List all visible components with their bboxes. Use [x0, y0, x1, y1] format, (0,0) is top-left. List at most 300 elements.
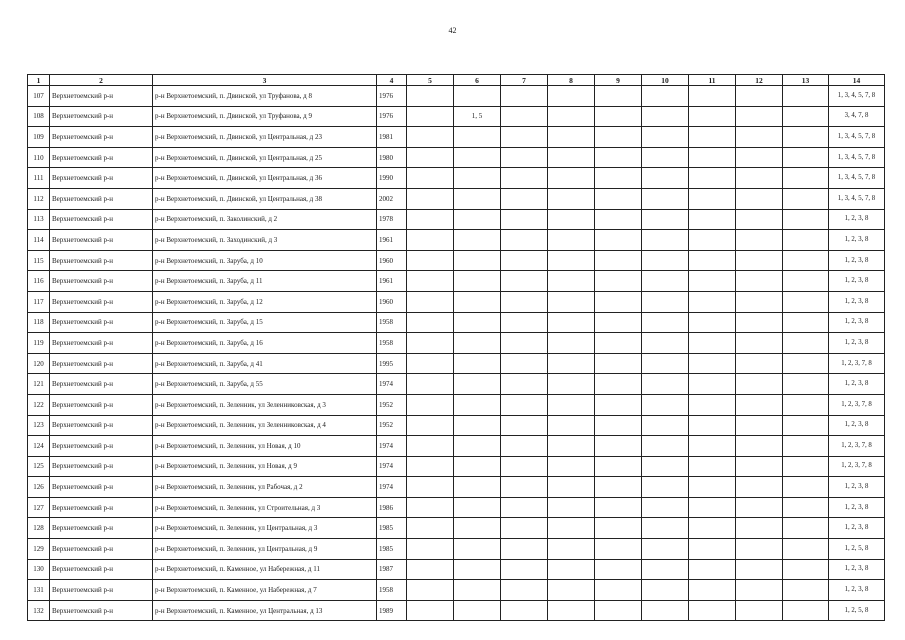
col14-cell: 1, 2, 3, 7, 8 [829, 394, 885, 415]
col14-cell: 1, 3, 4, 5, 7, 8 [829, 86, 885, 107]
col10-cell [642, 168, 689, 189]
address-cell: р-н Верхнетоемский, п. Заходинский, д 3 [153, 230, 377, 251]
district-cell: Верхнетоемский р-н [50, 394, 153, 415]
row-number: 123 [28, 415, 50, 436]
col6-cell [454, 477, 501, 498]
table-row [28, 353, 885, 374]
col13-cell [783, 518, 829, 539]
col10-cell [642, 415, 689, 436]
col8-cell [548, 147, 595, 168]
year-cell: 1974 [377, 477, 407, 498]
year-cell: 1986 [377, 497, 407, 518]
col12-cell [736, 394, 783, 415]
header-col-14: 14 [829, 75, 885, 86]
col5-cell [407, 580, 454, 601]
col8-cell [548, 518, 595, 539]
col13-cell [783, 271, 829, 292]
col9-cell [595, 188, 642, 209]
col12-cell [736, 539, 783, 560]
address-cell: р-н Верхнетоемский, п. Заруба, д 12 [153, 291, 377, 312]
col12-cell [736, 436, 783, 457]
col13-cell [783, 477, 829, 498]
col7-cell [501, 230, 548, 251]
table-row [28, 539, 885, 560]
col9-cell [595, 497, 642, 518]
col8-cell [548, 436, 595, 457]
address-cell: р-н Верхнетоемский, п. Заруба, д 10 [153, 250, 377, 271]
col14-cell: 1, 2, 3, 8 [829, 518, 885, 539]
page-number: 42 [448, 26, 457, 35]
col6-cell [454, 374, 501, 395]
row-number: 122 [28, 394, 50, 415]
col14-cell: 1, 2, 3, 8 [829, 559, 885, 580]
col13-cell [783, 497, 829, 518]
col13-cell [783, 230, 829, 251]
col14-cell: 1, 2, 3, 8 [829, 291, 885, 312]
row-number: 115 [28, 250, 50, 271]
table-row [28, 147, 885, 168]
district-cell: Верхнетоемский р-н [50, 230, 153, 251]
district-cell: Верхнетоемский р-н [50, 312, 153, 333]
col13-cell [783, 333, 829, 354]
col9-cell [595, 415, 642, 436]
col14-cell: 1, 3, 4, 5, 7, 8 [829, 168, 885, 189]
col8-cell [548, 127, 595, 148]
housing-registry-table [27, 74, 885, 621]
col10-cell [642, 312, 689, 333]
col10-cell [642, 147, 689, 168]
col7-cell [501, 271, 548, 292]
col10-cell [642, 559, 689, 580]
col14-cell: 1, 2, 3, 7, 8 [829, 353, 885, 374]
col6-cell [454, 436, 501, 457]
col6-cell: 1, 5 [454, 106, 501, 127]
col7-cell [501, 580, 548, 601]
year-cell: 1976 [377, 86, 407, 107]
col14-cell: 1, 2, 3, 8 [829, 312, 885, 333]
address-cell: р-н Верхнетоемский, п. Заруба, д 41 [153, 353, 377, 374]
header-row [28, 75, 885, 86]
col6-cell [454, 147, 501, 168]
col10-cell [642, 271, 689, 292]
district-cell: Верхнетоемский р-н [50, 497, 153, 518]
district-cell: Верхнетоемский р-н [50, 168, 153, 189]
col9-cell [595, 518, 642, 539]
col5-cell [407, 147, 454, 168]
col10-cell [642, 250, 689, 271]
col10-cell [642, 127, 689, 148]
col7-cell [501, 106, 548, 127]
col5-cell [407, 86, 454, 107]
col13-cell [783, 209, 829, 230]
header-col-4: 4 [377, 75, 407, 86]
row-number: 109 [28, 127, 50, 148]
col11-cell [689, 600, 736, 621]
col9-cell [595, 394, 642, 415]
col9-cell [595, 147, 642, 168]
col6-cell [454, 394, 501, 415]
table-row [28, 436, 885, 457]
col9-cell [595, 127, 642, 148]
col11-cell [689, 580, 736, 601]
col11-cell [689, 188, 736, 209]
col9-cell [595, 580, 642, 601]
col10-cell [642, 436, 689, 457]
col6-cell [454, 333, 501, 354]
col7-cell [501, 188, 548, 209]
col12-cell [736, 580, 783, 601]
col8-cell [548, 394, 595, 415]
header-col-11: 11 [689, 75, 736, 86]
col11-cell [689, 86, 736, 107]
col14-cell: 1, 2, 3, 8 [829, 374, 885, 395]
year-cell: 1990 [377, 168, 407, 189]
district-cell: Верхнетоемский р-н [50, 456, 153, 477]
col11-cell [689, 353, 736, 374]
col12-cell [736, 477, 783, 498]
col6-cell [454, 312, 501, 333]
district-cell: Верхнетоемский р-н [50, 559, 153, 580]
col7-cell [501, 374, 548, 395]
col11-cell [689, 168, 736, 189]
col12-cell [736, 559, 783, 580]
col10-cell [642, 230, 689, 251]
col8-cell [548, 86, 595, 107]
table-row [28, 477, 885, 498]
col7-cell [501, 415, 548, 436]
table-row [28, 230, 885, 251]
col10-cell [642, 353, 689, 374]
header-col-7: 7 [501, 75, 548, 86]
col14-cell: 1, 2, 3, 8 [829, 333, 885, 354]
table-row [28, 127, 885, 148]
col5-cell [407, 230, 454, 251]
col5-cell [407, 518, 454, 539]
col10-cell [642, 209, 689, 230]
year-cell: 1981 [377, 127, 407, 148]
col11-cell [689, 209, 736, 230]
table-row [28, 250, 885, 271]
year-cell: 1960 [377, 291, 407, 312]
col6-cell [454, 518, 501, 539]
col10-cell [642, 518, 689, 539]
address-cell: р-н Верхнетоемский, п. Зеленник, ул Центральная, д 9 [153, 539, 377, 560]
col9-cell [595, 539, 642, 560]
col13-cell [783, 559, 829, 580]
col14-cell: 1, 2, 3, 8 [829, 250, 885, 271]
address-cell: р-н Верхнетоемский, п. Зеленник, ул Новая, д 9 [153, 456, 377, 477]
col8-cell [548, 477, 595, 498]
col9-cell [595, 436, 642, 457]
table-row [28, 456, 885, 477]
col10-cell [642, 456, 689, 477]
col12-cell [736, 147, 783, 168]
address-cell: р-н Верхнетоемский, п. Двинской, ул Центральная, д 23 [153, 127, 377, 148]
col14-cell: 1, 3, 4, 5, 7, 8 [829, 188, 885, 209]
col6-cell [454, 600, 501, 621]
row-number: 126 [28, 477, 50, 498]
address-cell: р-н Верхнетоемский, п. Зеленник, ул Зеленниковская, д 4 [153, 415, 377, 436]
col12-cell [736, 230, 783, 251]
col6-cell [454, 127, 501, 148]
col6-cell [454, 188, 501, 209]
year-cell: 1952 [377, 415, 407, 436]
col12-cell [736, 291, 783, 312]
address-cell: р-н Верхнетоемский, п. Зеленник, ул Новая, д 10 [153, 436, 377, 457]
col7-cell [501, 209, 548, 230]
row-number: 130 [28, 559, 50, 580]
address-cell: р-н Верхнетоемский, п. Каменное, ул Центральная, д 13 [153, 600, 377, 621]
year-cell: 1985 [377, 539, 407, 560]
col14-cell: 1, 2, 3, 8 [829, 415, 885, 436]
col5-cell [407, 188, 454, 209]
header-col-8: 8 [548, 75, 595, 86]
col11-cell [689, 394, 736, 415]
col5-cell [407, 415, 454, 436]
row-number: 113 [28, 209, 50, 230]
year-cell: 1980 [377, 147, 407, 168]
col8-cell [548, 230, 595, 251]
col5-cell [407, 333, 454, 354]
col9-cell [595, 374, 642, 395]
address-cell: р-н Верхнетоемский, п. Каменное, ул Набережная, д 11 [153, 559, 377, 580]
col14-cell: 1, 2, 5, 8 [829, 600, 885, 621]
year-cell: 1960 [377, 250, 407, 271]
header-col-1: 1 [28, 75, 50, 86]
col11-cell [689, 477, 736, 498]
col8-cell [548, 559, 595, 580]
col11-cell [689, 436, 736, 457]
col11-cell [689, 539, 736, 560]
year-cell: 1989 [377, 600, 407, 621]
col7-cell [501, 168, 548, 189]
year-cell: 1976 [377, 106, 407, 127]
col5-cell [407, 127, 454, 148]
col13-cell [783, 147, 829, 168]
col14-cell: 1, 2, 3, 8 [829, 580, 885, 601]
col13-cell [783, 86, 829, 107]
col10-cell [642, 333, 689, 354]
col13-cell [783, 539, 829, 560]
col9-cell [595, 600, 642, 621]
col8-cell [548, 600, 595, 621]
district-cell: Верхнетоемский р-н [50, 209, 153, 230]
year-cell: 1958 [377, 333, 407, 354]
col6-cell [454, 271, 501, 292]
col6-cell [454, 230, 501, 251]
address-cell: р-н Верхнетоемский, п. Зеленник, ул Центральная, д 3 [153, 518, 377, 539]
col13-cell [783, 600, 829, 621]
col7-cell [501, 250, 548, 271]
col13-cell [783, 312, 829, 333]
col8-cell [548, 312, 595, 333]
col10-cell [642, 86, 689, 107]
table-row [28, 188, 885, 209]
row-number: 129 [28, 539, 50, 560]
col12-cell [736, 86, 783, 107]
year-cell: 1974 [377, 456, 407, 477]
district-cell: Верхнетоемский р-н [50, 600, 153, 621]
col6-cell [454, 415, 501, 436]
col11-cell [689, 271, 736, 292]
col11-cell [689, 518, 736, 539]
district-cell: Верхнетоемский р-н [50, 374, 153, 395]
row-number: 107 [28, 86, 50, 107]
col11-cell [689, 250, 736, 271]
col8-cell [548, 415, 595, 436]
col5-cell [407, 353, 454, 374]
row-number: 124 [28, 436, 50, 457]
col10-cell [642, 497, 689, 518]
row-number: 132 [28, 600, 50, 621]
col14-cell: 1, 2, 3, 7, 8 [829, 436, 885, 457]
col12-cell [736, 209, 783, 230]
col8-cell [548, 209, 595, 230]
district-cell: Верхнетоемский р-н [50, 518, 153, 539]
year-cell: 2002 [377, 188, 407, 209]
col8-cell [548, 374, 595, 395]
table-row [28, 168, 885, 189]
col8-cell [548, 580, 595, 601]
table-row [28, 394, 885, 415]
col11-cell [689, 147, 736, 168]
address-cell: р-н Верхнетоемский, п. Заруба, д 15 [153, 312, 377, 333]
address-cell: р-н Верхнетоемский, п. Заруба, д 16 [153, 333, 377, 354]
col13-cell [783, 374, 829, 395]
col11-cell [689, 559, 736, 580]
col8-cell [548, 106, 595, 127]
col11-cell [689, 230, 736, 251]
col13-cell [783, 415, 829, 436]
col7-cell [501, 456, 548, 477]
col12-cell [736, 188, 783, 209]
col5-cell [407, 250, 454, 271]
address-cell: р-н Верхнетоемский, п. Двинской, ул Центральная, д 38 [153, 188, 377, 209]
table-row [28, 497, 885, 518]
col7-cell [501, 436, 548, 457]
col12-cell [736, 106, 783, 127]
district-cell: Верхнетоемский р-н [50, 436, 153, 457]
col6-cell [454, 86, 501, 107]
row-number: 119 [28, 333, 50, 354]
col14-cell: 1, 2, 3, 8 [829, 271, 885, 292]
col5-cell [407, 291, 454, 312]
col9-cell [595, 312, 642, 333]
col14-cell: 3, 4, 7, 8 [829, 106, 885, 127]
table-body [28, 86, 885, 621]
col5-cell [407, 106, 454, 127]
col7-cell [501, 559, 548, 580]
col11-cell [689, 374, 736, 395]
year-cell: 1987 [377, 559, 407, 580]
col5-cell [407, 436, 454, 457]
col11-cell [689, 415, 736, 436]
table-row [28, 106, 885, 127]
header-col-2: 2 [50, 75, 153, 86]
row-number: 110 [28, 147, 50, 168]
district-cell: Верхнетоемский р-н [50, 127, 153, 148]
col5-cell [407, 539, 454, 560]
col6-cell [454, 497, 501, 518]
col6-cell [454, 291, 501, 312]
col13-cell [783, 456, 829, 477]
col8-cell [548, 271, 595, 292]
address-cell: р-н Верхнетоемский, п. Зеленник, ул Зеленниковская, д 3 [153, 394, 377, 415]
district-cell: Верхнетоемский р-н [50, 353, 153, 374]
col7-cell [501, 127, 548, 148]
col13-cell [783, 353, 829, 374]
col14-cell: 1, 2, 3, 7, 8 [829, 456, 885, 477]
col5-cell [407, 477, 454, 498]
table-row [28, 291, 885, 312]
col12-cell [736, 415, 783, 436]
row-number: 128 [28, 518, 50, 539]
col9-cell [595, 230, 642, 251]
col9-cell [595, 477, 642, 498]
address-cell: р-н Верхнетоемский, п. Зеленник, ул Рабочая, д 2 [153, 477, 377, 498]
col13-cell [783, 394, 829, 415]
year-cell: 1958 [377, 580, 407, 601]
col10-cell [642, 580, 689, 601]
row-number: 116 [28, 271, 50, 292]
row-number: 127 [28, 497, 50, 518]
row-number: 117 [28, 291, 50, 312]
col10-cell [642, 188, 689, 209]
col6-cell [454, 580, 501, 601]
district-cell: Верхнетоемский р-н [50, 250, 153, 271]
district-cell: Верхнетоемский р-н [50, 580, 153, 601]
col13-cell [783, 250, 829, 271]
row-number: 121 [28, 374, 50, 395]
col12-cell [736, 312, 783, 333]
col9-cell [595, 353, 642, 374]
col10-cell [642, 600, 689, 621]
col14-cell: 1, 3, 4, 5, 7, 8 [829, 127, 885, 148]
col5-cell [407, 600, 454, 621]
col7-cell [501, 291, 548, 312]
row-number: 125 [28, 456, 50, 477]
col7-cell [501, 86, 548, 107]
district-cell: Верхнетоемский р-н [50, 291, 153, 312]
table-header [28, 75, 885, 86]
col6-cell [454, 456, 501, 477]
col12-cell [736, 456, 783, 477]
col10-cell [642, 291, 689, 312]
address-cell: р-н Верхнетоемский, п. Двинской, ул Труфанова, д 8 [153, 86, 377, 107]
col7-cell [501, 600, 548, 621]
table-row [28, 580, 885, 601]
district-cell: Верхнетоемский р-н [50, 147, 153, 168]
col10-cell [642, 374, 689, 395]
header-col-9: 9 [595, 75, 642, 86]
district-cell: Верхнетоемский р-н [50, 477, 153, 498]
district-cell: Верхнетоемский р-н [50, 106, 153, 127]
district-cell: Верхнетоемский р-н [50, 539, 153, 560]
district-cell: Верхнетоемский р-н [50, 333, 153, 354]
col11-cell [689, 106, 736, 127]
col9-cell [595, 333, 642, 354]
col7-cell [501, 497, 548, 518]
col12-cell [736, 353, 783, 374]
year-cell: 1961 [377, 271, 407, 292]
col7-cell [501, 312, 548, 333]
col5-cell [407, 374, 454, 395]
col5-cell [407, 456, 454, 477]
col5-cell [407, 497, 454, 518]
col14-cell: 1, 2, 3, 8 [829, 230, 885, 251]
col14-cell: 1, 2, 3, 8 [829, 477, 885, 498]
col10-cell [642, 106, 689, 127]
